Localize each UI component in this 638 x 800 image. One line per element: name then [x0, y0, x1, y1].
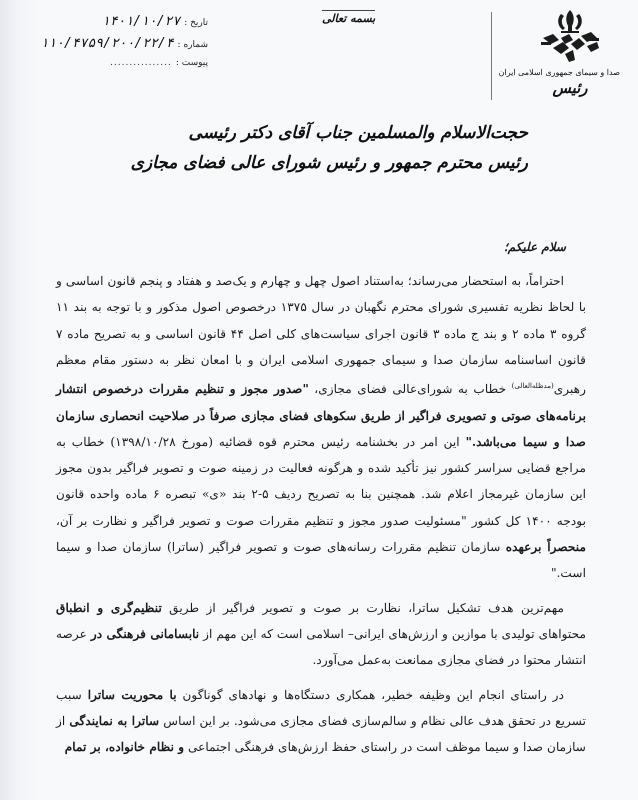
emphasis-text: با محوریت ساترا [87, 687, 177, 702]
paragraph-text: در راستای انجام این وظیفه خطیر، همکاری دستگاه‌ها و نهادهای گوناگون [176, 687, 564, 702]
paragraph-text: مهم‌ترین هدف تشکیل ساترا، نظارت بر صوت و تصویر فراگیر از طریق [161, 600, 564, 615]
letter-body [56, 268, 586, 760]
number-value: ۱۱۰/۴۷۵۹/۲۰۰/۲۲/۴ [40, 36, 174, 51]
quoted-directive: "صدور مجوز و تنظیم مقررات درخصوص انتشار برنامه‌های صوتی و تصویری فراگیر از طریق سکوهای فضای مجازی صرفاً در صلاحیت انحصاری سازمان صدا و سیما می‌باشد." [56, 382, 586, 449]
irib-emblem-icon [539, 8, 601, 66]
paragraph-text: خطاب به شورای‌عالی فضای مجازی، [308, 382, 512, 397]
paragraph-3 [56, 682, 586, 761]
honorific-superscript: (مدظله‌العالی) [511, 382, 554, 391]
paragraph-text: محتواهای تولیدی با موازین و ارزش‌های ایرانی– اسلامی است که این مهم از [199, 626, 587, 641]
attachment-row [48, 58, 208, 80]
salutation: سلام علیکم؛ [503, 240, 566, 254]
letterhead-divider [491, 12, 492, 100]
date-label: تاریخ : [184, 18, 208, 28]
paragraph-2 [56, 595, 586, 674]
emphasis-text: و نظام خانواده، بر تمام [64, 740, 185, 755]
attachment-value: ................ [110, 58, 172, 68]
emphasis-text: منحصراً برعهده [505, 540, 586, 555]
letterhead [498, 8, 620, 97]
paragraph-text: از سازمان صدا و سیما موظف است در راستای حفظ ارزش‌های فرهنگی اجتماعی [56, 713, 586, 755]
emphasis-text: تنظیم‌گری و انطباق [56, 600, 162, 615]
paragraph-1 [56, 268, 586, 587]
organization-name: صدا و سیمای جمهوری اسلامی ایران [498, 68, 620, 77]
date-value: ۱۴۰۱/۱۰/۲۷ [101, 14, 181, 29]
paragraph-text: عرصه انتشار محتوا در فضای مجازی ممانعت به‌عمل می‌آورد. [56, 626, 586, 668]
number-label: شماره : [177, 40, 208, 50]
paragraph-text: سازمان تنظیم مقررات رسانه‌های صوت و تصویر فراگیر (ساترا) سازمان صدا و سیما است." [56, 540, 586, 581]
emphasis-text: نابسامانی فرهنگی در [90, 626, 200, 641]
addressee-block [128, 118, 528, 178]
sender-title: رئیس [552, 79, 588, 97]
addressee-title: رئیس محترم جمهور و رئیس شورای عالی فضای مجازی [130, 153, 528, 173]
date-row [48, 14, 208, 36]
paragraph-text: احتراماً، به استحضار می‌رساند؛ به‌استناد اصول چهل و چهارم و یک‌صد و هفتاد و پنجم قانون اساسی و با لحاظ نظریه تفسیری شورای محترم نگهبان در سال ۱۳۷۵ درخصوص اصول مذکور و با توجه به بند ۱۱ گروه ۳ ماده ۲ و بند ج ماده ۳ قانون اجرای سیاست‌های کلی اصل ۴۴ قانون اساسی و به تصریح ماده ۷ قانون اساسنامه سازمان صدا و سیمای جمهوری اسلامی ایران و با امعان نظر به دستور مقام معظم رهبری [56, 274, 586, 397]
paragraph-text: سبب تسریع در تحقق هدف عالی نظام و سالم‌سازی فضای مجازی می‌شود. بر این اساس [56, 687, 586, 728]
paragraph-text: این امر در بخشنامه رئیس محترم قوه قضائیه (مورخ ۱۳۹۸/۱۰/۲۸) خطاب به مراجع قضایی سراسر کشور نیز تأکید شده و هرگونه فعالیت در زمینه صوت و تصویر فراگیر بدون مجوز این سازمان غیرمجاز اعلام شد. همچنین بنا به تصریح ردیف ۵-۲ بند «ی» تبصره ۶ ماده واحده قانون بودجه ۱۴۰۰ کل کشور "مسئولیت صدور مجوز و تنظیم مقررات صوت و تصویر فراگیر و نظارت بر آن، [56, 434, 586, 528]
addressee-name: حجت‌الاسلام والمسلمین جناب آقای دکتر رئیسی [188, 123, 528, 143]
letter-metadata [40, 14, 208, 80]
emphasis-text: ساترا به نمایندگی [69, 713, 160, 728]
number-row [40, 36, 208, 58]
bismillah-heading: بسمه تعالی [322, 12, 376, 25]
attachment-label: پیوست : [175, 58, 208, 68]
